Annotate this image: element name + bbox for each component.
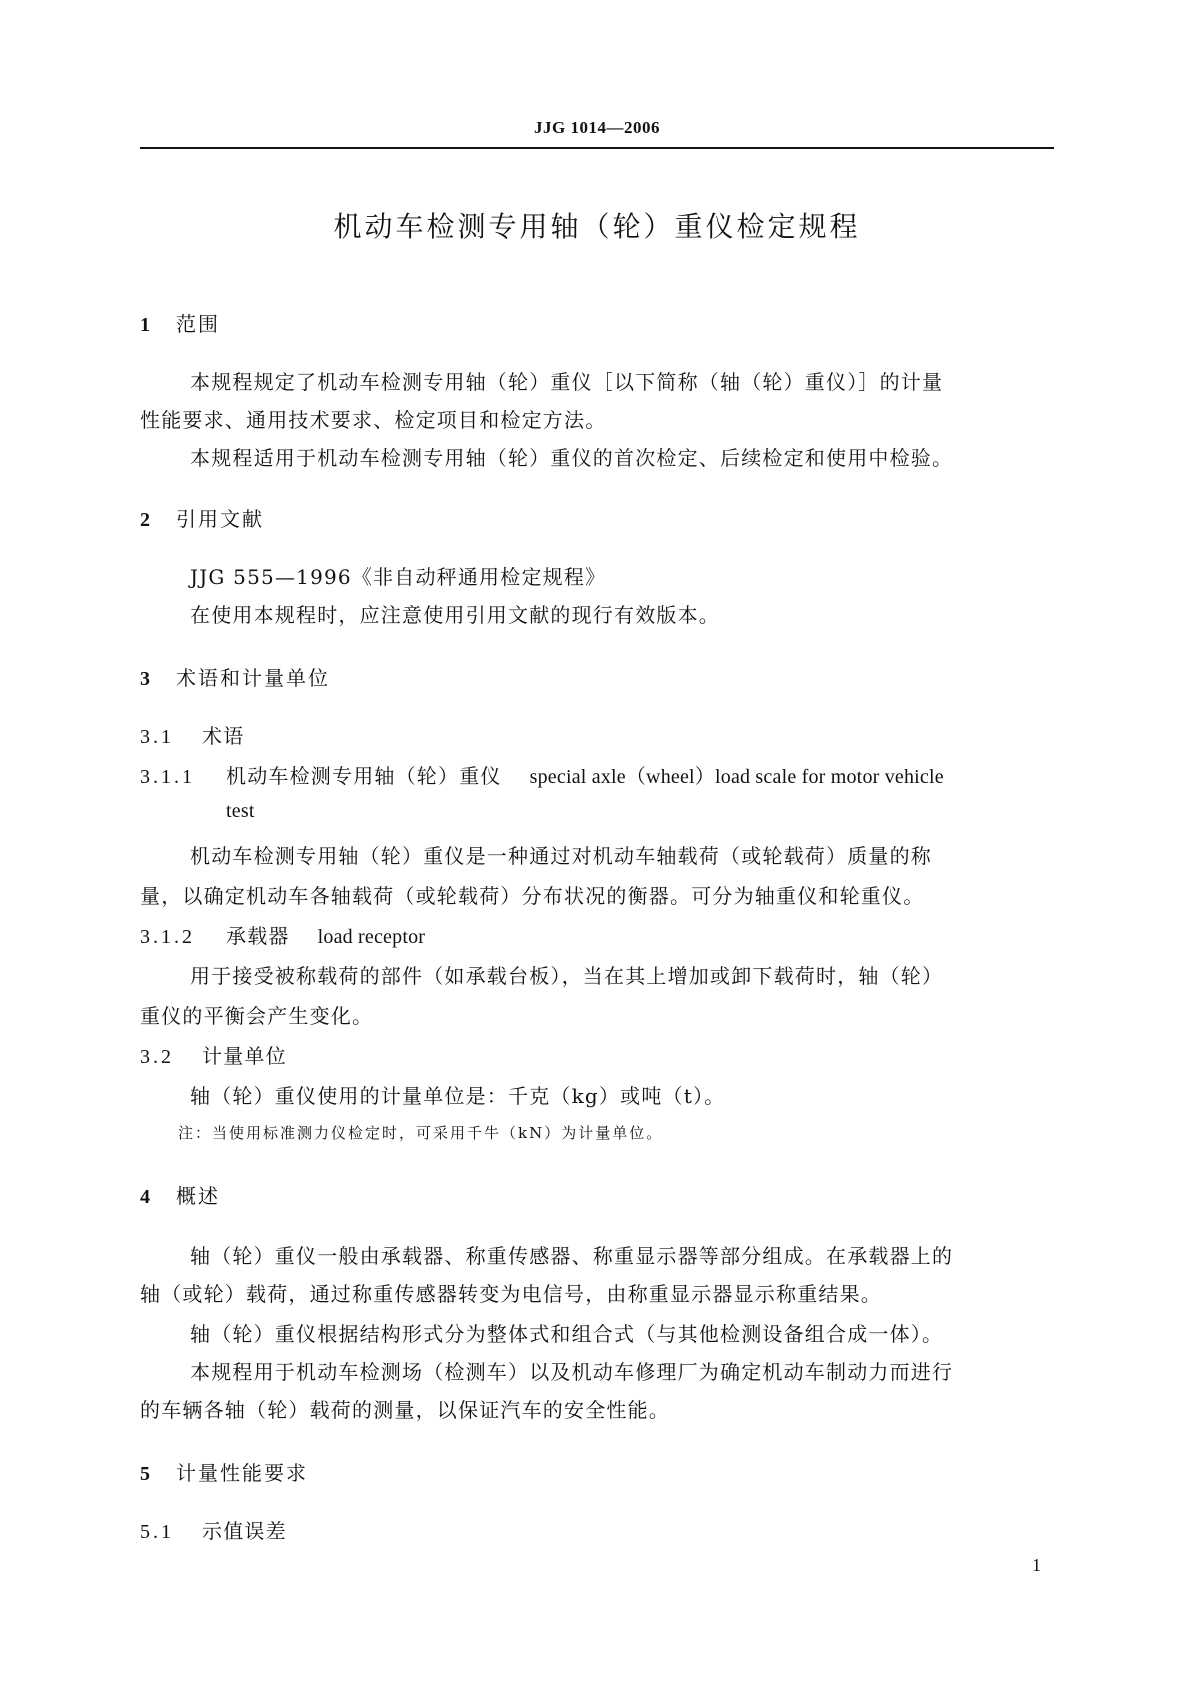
subsection-title: 承载器 [226, 924, 290, 948]
section-title: 范围 [176, 312, 220, 336]
subsection-english-title: special axle（wheel）load scale for motor vehicle [529, 766, 944, 788]
paragraph-line: 本规程用于机动车检测场（检测车）以及机动车修理厂为确定机动车制动力而进行 [190, 1360, 954, 1384]
paragraph-line: 重仪的平衡会产生变化。 [140, 1004, 374, 1028]
paragraph-line: 轴（轮）重仪一般由承载器、称重传感器、称重显示器等部分组成。在承载器上的 [190, 1244, 954, 1268]
section-title: 概述 [176, 1184, 220, 1208]
paragraph-line: 本规程规定了机动车检测专用轴（轮）重仪［以下简称（轴（轮）重仪）］的计量 [190, 370, 944, 394]
document-code-header: JJG 1014—2006 [534, 118, 660, 137]
subsection-title: 术语 [202, 724, 245, 748]
section-4-heading [140, 1180, 220, 1209]
subsection-number: 3.1 [140, 726, 174, 748]
section-title: 计量性能要求 [176, 1461, 308, 1485]
reference-item: JJG 555—1996《非自动秤通用检定规程》 [190, 565, 607, 589]
subsection-number: 3.1.1 [140, 766, 195, 788]
paragraph-line: 本规程适用于机动车检测专用轴（轮）重仪的首次检定、后续检定和使用中检验。 [190, 446, 954, 470]
subsection-english-title-cont: test [226, 800, 255, 822]
subsection-number: 3.2 [140, 1046, 174, 1068]
section-title: 术语和计量单位 [176, 666, 330, 690]
section-5-heading [140, 1457, 308, 1486]
subsection-number: 3.1.2 [140, 926, 195, 948]
header-rule [140, 147, 1054, 149]
section-number: 5 [140, 1463, 152, 1485]
section-number: 3 [140, 668, 152, 690]
section-number: 4 [140, 1186, 152, 1208]
note: 注：当使用标准测力仪检定时，可采用千牛（kN）为计量单位。 [178, 1124, 664, 1142]
document-title: 机动车检测专用轴（轮）重仪检定规程 [333, 210, 861, 243]
subsection-3-1 [140, 720, 244, 749]
section-title: 引用文献 [176, 507, 264, 531]
paragraph-line: 轴（或轮）载荷，通过称重传感器转变为电信号，由称重显示器显示称重结果。 [140, 1282, 882, 1306]
subsection-title: 计量单位 [202, 1044, 287, 1068]
subsection-title: 示值误差 [202, 1519, 287, 1543]
paragraph-line: 在使用本规程时，应注意使用引用文献的现行有效版本。 [190, 603, 720, 627]
section-2-heading [140, 503, 264, 532]
paragraph-line: 量，以确定机动车各轴载荷（或轮载荷）分布状况的衡器。可分为轴重仪和轮重仪。 [140, 884, 925, 908]
subsection-3-1-1 [140, 760, 944, 789]
paragraph-line: 用于接受被称载荷的部件（如承载台板），当在其上增加或卸下载荷时，轴（轮） [190, 964, 944, 988]
paragraph-line: 机动车检测专用轴（轮）重仪是一种通过对机动车轴载荷（或轮载荷）质量的称 [190, 844, 932, 868]
page-number: 1 [1032, 1555, 1041, 1575]
subsection-number: 5.1 [140, 1521, 174, 1543]
paragraph-line: 的车辆各轴（轮）载荷的测量，以保证汽车的安全性能。 [140, 1398, 670, 1422]
section-number: 1 [140, 314, 152, 336]
subsection-5-1 [140, 1515, 287, 1544]
subsection-title: 机动车检测专用轴（轮）重仪 [226, 764, 502, 788]
paragraph-line: 轴（轮）重仪使用的计量单位是：千克（kg）或吨（t）。 [190, 1084, 726, 1108]
section-number: 2 [140, 509, 152, 531]
section-3-heading [140, 662, 330, 691]
paragraph-line: 轴（轮）重仪根据结构形式分为整体式和组合式（与其他检测设备组合成一体）。 [190, 1322, 944, 1346]
subsection-3-2 [140, 1040, 287, 1069]
section-1-heading [140, 308, 220, 337]
subsection-3-1-2 [140, 920, 425, 949]
subsection-english-title: load receptor [317, 926, 426, 948]
paragraph-line: 性能要求、通用技术要求、检定项目和检定方法。 [140, 408, 607, 432]
